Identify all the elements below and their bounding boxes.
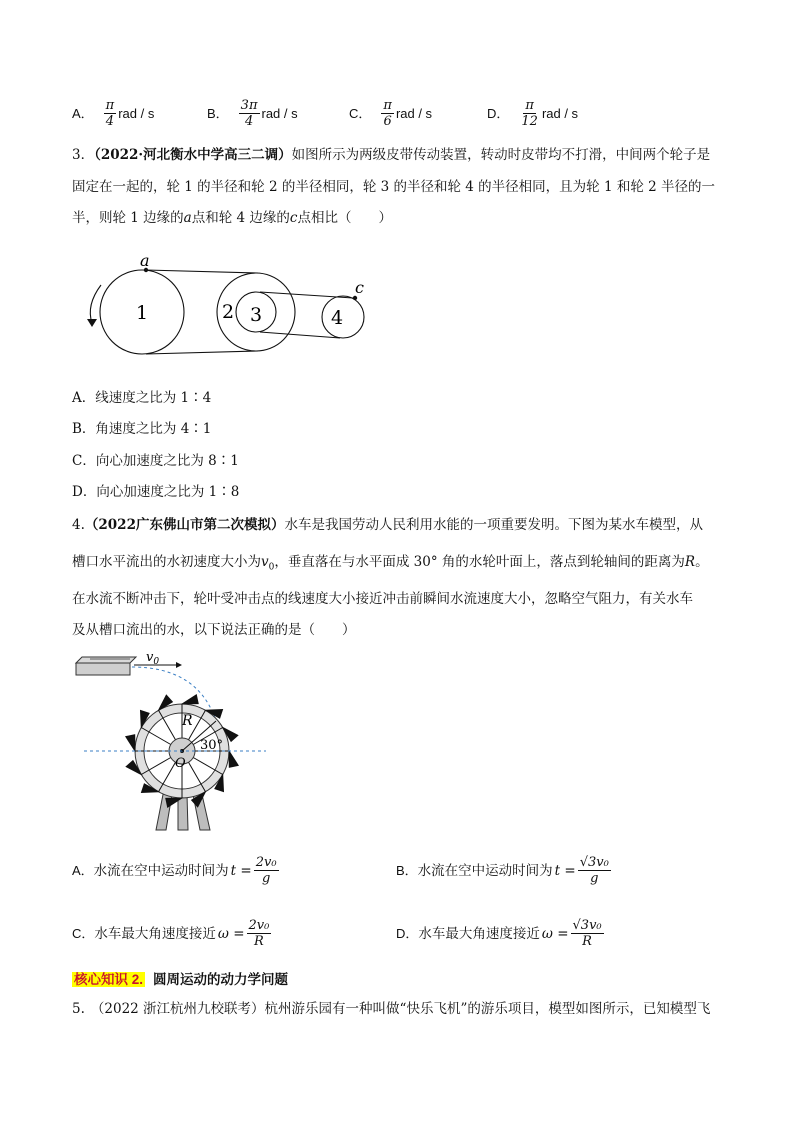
wheel-paddle: [182, 695, 198, 704]
option-label: A．: [72, 105, 94, 121]
wheel-paddle: [229, 751, 238, 767]
belt-top-1: [146, 270, 258, 273]
q3-line2: 固定在一起的，轮 1 的半径和轮 2 的半径相同，轮 3 的半径和轮 4 的半径相同，且为轮 1 和轮 2 半径的一: [72, 179, 716, 195]
variable-a: a: [183, 210, 192, 226]
label-v0-main: v: [146, 650, 154, 665]
q3-line3: [72, 208, 392, 228]
fraction: [578, 855, 611, 886]
fraction-num: 2v₀: [255, 855, 277, 870]
label-o: O: [175, 756, 186, 771]
water-wheel-figure: [70, 645, 280, 835]
fraction-num: 3π: [240, 98, 258, 113]
q2-option-c: [349, 98, 487, 129]
label-v0-sub: 0: [153, 657, 160, 667]
fraction-num: √3v₀: [572, 918, 602, 933]
fraction-den: R: [582, 934, 592, 949]
section-badge: 核心知识 2.: [74, 972, 144, 987]
q2-options-row: [72, 98, 772, 129]
option-label: B．: [396, 862, 418, 878]
formula-lhs: ω =: [541, 925, 569, 942]
label-c: c: [355, 278, 364, 297]
q4-option-b: [396, 855, 613, 886]
fraction: [571, 918, 604, 949]
fraction-den: 4: [244, 114, 254, 129]
option-text: 水流在空中运动时间为: [93, 862, 229, 879]
subscript: 0: [268, 562, 275, 573]
question-number: 5.: [72, 1001, 85, 1017]
unit: rad / s: [541, 105, 579, 121]
belt-bottom-2: [260, 332, 340, 338]
label-wheel-3: 3: [250, 304, 263, 326]
option-label: D．: [487, 105, 510, 121]
fraction: [247, 918, 272, 949]
option-text: 水车最大角速度接近: [418, 925, 540, 942]
q5-line1: [72, 999, 710, 1019]
fraction-num: √3v₀: [579, 855, 609, 870]
fraction-den: 4: [105, 114, 115, 129]
rotation-arrow-head: [87, 319, 97, 327]
question-number: 4.: [72, 517, 85, 533]
question-number: 3．: [72, 147, 95, 163]
variable-c: c: [289, 210, 298, 226]
fraction-den: R: [254, 934, 264, 949]
formula-lhs: ω =: [217, 925, 245, 942]
rotation-arrow: [90, 285, 101, 323]
formula-lhs: t =: [554, 862, 576, 879]
section-title: 圆周运动的动力学问题: [153, 972, 289, 987]
fraction: [239, 98, 260, 129]
question-text: 点相比（ ）: [297, 210, 392, 226]
label-wheel-2: 2: [222, 301, 235, 323]
question-text: 点和轮 4 边缘的: [191, 210, 290, 226]
q4-option-c: [72, 918, 273, 949]
q4-line4: 及从槽口流出的水，以下说法正确的是（ ）: [72, 622, 356, 638]
question-text: 如图所示为两级皮带传动装置，转动时皮带均不打滑，中间两个轮子是: [291, 147, 711, 163]
unit: rad / s: [261, 105, 298, 121]
q2-option-a: [72, 98, 207, 129]
option-label: D．: [396, 925, 419, 941]
q3-option-c: C．向心加速度之比为 8∶1: [72, 453, 239, 469]
wheel-paddle: [126, 735, 135, 751]
belt-bottom-1: [146, 351, 258, 354]
option-text: 水车最大角速度接近: [94, 925, 216, 942]
q4-option-a: [72, 855, 281, 886]
question-text: 。: [695, 554, 709, 570]
unit: rad / s: [118, 105, 155, 121]
fraction-num: π: [383, 98, 392, 113]
label-wheel-1: 1: [136, 302, 149, 324]
label-angle: 30°: [200, 738, 224, 753]
q3-line1: [72, 145, 710, 165]
fraction: [381, 98, 394, 129]
fraction-den: g: [590, 871, 599, 886]
option-text: 水流在空中运动时间为: [417, 862, 553, 879]
question-text: （2022 浙江杭州九校联考）杭州游乐园有一种叫做“快乐飞机”的游乐项目，模型如图所示，已知模型飞: [90, 1001, 711, 1017]
trough-top: [76, 657, 136, 663]
option-label: C．: [72, 925, 95, 941]
fraction: [104, 98, 117, 129]
option-label: A．: [72, 862, 94, 878]
label-wheel-4: 4: [331, 307, 344, 329]
fraction-den: 6: [383, 114, 392, 129]
option-label: C．: [349, 105, 372, 121]
q4-option-d: [396, 918, 606, 949]
q3-option-d: D．向心加速度之比为 1∶8: [72, 484, 240, 500]
question-source: （2022广东佛山市第二次模拟）: [84, 517, 285, 533]
unit: rad / s: [395, 105, 433, 121]
trough-body: [76, 663, 130, 675]
label-r: R: [182, 713, 193, 729]
fraction: [519, 98, 540, 129]
belt-top-2: [260, 292, 353, 298]
belt-drive-figure: [70, 245, 390, 365]
label-a: a: [140, 251, 150, 270]
section-header: [72, 970, 288, 990]
fraction: [254, 855, 279, 886]
q4-line2: [72, 552, 709, 578]
question-text: ，垂直落在与水平面成 30° 角的水轮叶面上，落点到轮轴间的距离为: [274, 554, 685, 570]
fraction-num: π: [525, 98, 534, 113]
q4-line3: 在水流不断冲击下，轮叶受冲击点的线速度大小接近冲击前瞬间水流速度大小，忽略空气阻力，有关水车: [72, 591, 693, 607]
q3-option-a: A．线速度之比为 1∶4: [72, 390, 212, 406]
question-text: 槽口水平流出的水初速度大小为: [72, 554, 261, 570]
fraction-den: 12: [521, 114, 538, 129]
fraction-num: π: [105, 98, 115, 113]
fraction-num: 2v₀: [248, 918, 270, 933]
q4-line1: [72, 515, 703, 535]
q3-option-b: B．角速度之比为 4∶1: [72, 421, 212, 437]
option-label: B．: [207, 105, 229, 121]
label-v0: [146, 650, 159, 667]
formula-lhs: t =: [230, 862, 252, 879]
velocity-arrow-head: [176, 662, 182, 668]
question-source: （2022·河北衡水中学高三二调）: [94, 147, 292, 163]
variable-v: v: [261, 554, 269, 570]
question-text: 半，则轮 1 边缘的: [72, 210, 184, 226]
fraction-den: g: [261, 871, 271, 886]
question-text: 水车是我国劳动人民利用水能的一项重要发明。下图为某水车模型，从: [284, 517, 703, 533]
variable-r: R: [684, 554, 696, 570]
q2-option-d: [487, 98, 578, 129]
q2-option-b: [207, 98, 349, 129]
